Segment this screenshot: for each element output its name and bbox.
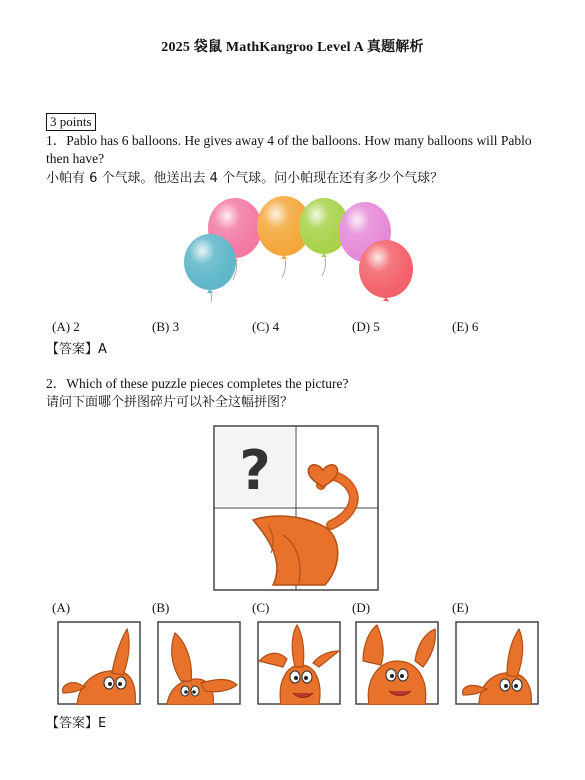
piece-choice-d[interactable]: (D)	[352, 600, 371, 615]
choice-b[interactable]: (B) 3	[152, 319, 180, 334]
question-1-text-zh: 小帕有 6 个气球。他送出去 4 个气球。问小帕现在还有多少个气球？	[46, 171, 444, 186]
question-2-text: 2．Which of these puzzle pieces completes the picture?	[46, 376, 349, 391]
puzzle-piece-c[interactable]	[257, 621, 341, 705]
choice-e[interactable]: (E) 6	[452, 319, 479, 334]
choice-d[interactable]: (D) 5	[352, 319, 380, 334]
piece-choice-e[interactable]: (E)	[452, 600, 469, 615]
puzzle-piece-a[interactable]	[57, 621, 141, 705]
puzzle-piece-e[interactable]	[455, 621, 539, 705]
question-1-text: 1．Pablo has 6 balloons. He gives away 4 of the balloons. How many balloons will Pablo then have?	[46, 133, 532, 166]
question-2-answer: 【答案】E	[46, 716, 107, 731]
piece-choice-c[interactable]: (C)	[252, 600, 270, 615]
piece-choice-a[interactable]: (A)	[52, 600, 71, 615]
question-mark: ?	[239, 439, 271, 502]
points-label: 3 points	[46, 113, 96, 131]
balloons-image	[178, 192, 418, 302]
question-1-answer: 【答案】A	[46, 342, 107, 357]
choice-c[interactable]: (C) 4	[252, 319, 280, 334]
puzzle-piece-d[interactable]	[355, 621, 439, 705]
puzzle-image	[213, 425, 379, 591]
question-2-text-zh: 请问下面哪个拼图碎片可以补全这幅拼图？	[46, 395, 294, 410]
puzzle-piece-b[interactable]	[157, 621, 241, 705]
piece-choice-b[interactable]: (B)	[152, 600, 170, 615]
choice-a[interactable]: (A) 2	[52, 319, 80, 334]
page-title: 2025 袋鼠 MathKangroo Level A 真题解析	[161, 40, 424, 55]
